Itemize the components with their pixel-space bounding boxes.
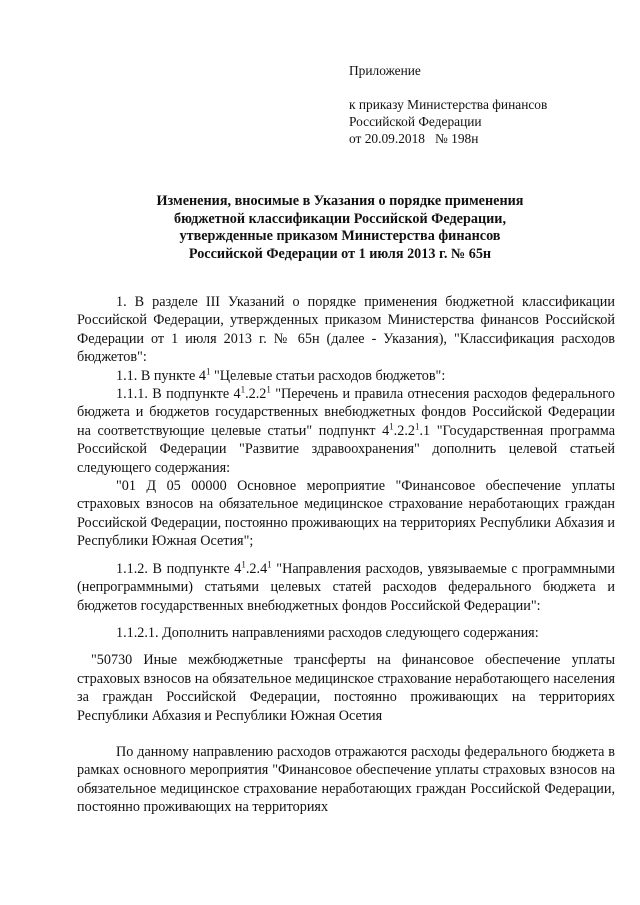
paragraph-1: 1. В разделе III Указаний о порядке применения бюджетной классификации Российской Федерации, утвержденных приказом Министерства финансов Российской Федерации от 1 июля 2013 г. № 65н (далее - Указания), "Классификация расходов бюджетов": [77,294,615,366]
paragraph-expense-description: По данному направлению расходов отражаются расходы федерального бюджета в рамках основного мероприятия "Финансовое обеспечение уплаты страховых взносов на обязательное медицинское страхование неработающих граждан Российской Федерации, постоянно проживающих на территориях [77,743,615,816]
paragraph-1-1-2: 1.1.2. В подпункте $4^1.2.4^1$ "Направления расходов, увязываемые с программными (непрограммными) статьями целевых статей расходов федерального бюджета и бюджетов государственных внебюджетных фондов Российской Федерации": [77,558,615,614]
paragraph-1-1: 1.1. В пункте $4^1$ "Целевые статьи расходов бюджетов": [116,365,446,384]
title-line-2: бюджетной классификации Российской Федерации, [173,210,507,227]
title-line-1: Изменения, вносимые в Указания о порядке применения [156,193,524,209]
title-line-4: Российской Федерации от 1 июля 2013 г. № 65н [188,245,492,262]
ministry-name: Российской Федерации [349,114,482,129]
paragraph-target-article: "01 Д 05 00000 Основное мероприятие "Финансовое обеспечение уплаты страховых взносов на обязательное медицинское страхование неработающих граждан Российской Федерации, постоянно проживающих на территориях Республики Абхазия и Республики Южная Осетия"; [77,478,615,550]
appendix-label: Приложение [349,63,421,78]
paragraph-expense-50730: "50730 Иные межбюджетные трансферты на финансовое обеспечение уплаты страховых взносов на обязательное медицинское страхование неработающего населения за граждан Российской Федерации, постоянно проживающих на территориях Республики Абхазия и Республики Южная Осетия [77,652,615,724]
document-body [77,293,615,817]
paragraph-1-1-2-1: 1.1.2.1. Дополнить направлениями расходов следующего содержания: [116,624,539,641]
order-date-number: от 20.09.2018 № 198н [349,131,479,146]
title-line-3: утвержденные приказом Министерства финансов [179,228,501,244]
approval-block [349,62,547,147]
order-reference: к приказу Министерства финансов [349,97,548,112]
paragraph-1-1-1: 1.1.1. В подпункте $4^1.2.2^1$ "Перечень и правила отнесения расходов федерального бюджета и бюджетов государственных внебюджетных фондов Российской Федерации на соответствующие целевые статьи" подпункт $4^1.2.2^1.1$ "Государственная программа Российской Федерации "Развитие здравоохранения" дополнить целевой статьей следующего содержания: [77,384,615,476]
document-title [70,193,610,263]
